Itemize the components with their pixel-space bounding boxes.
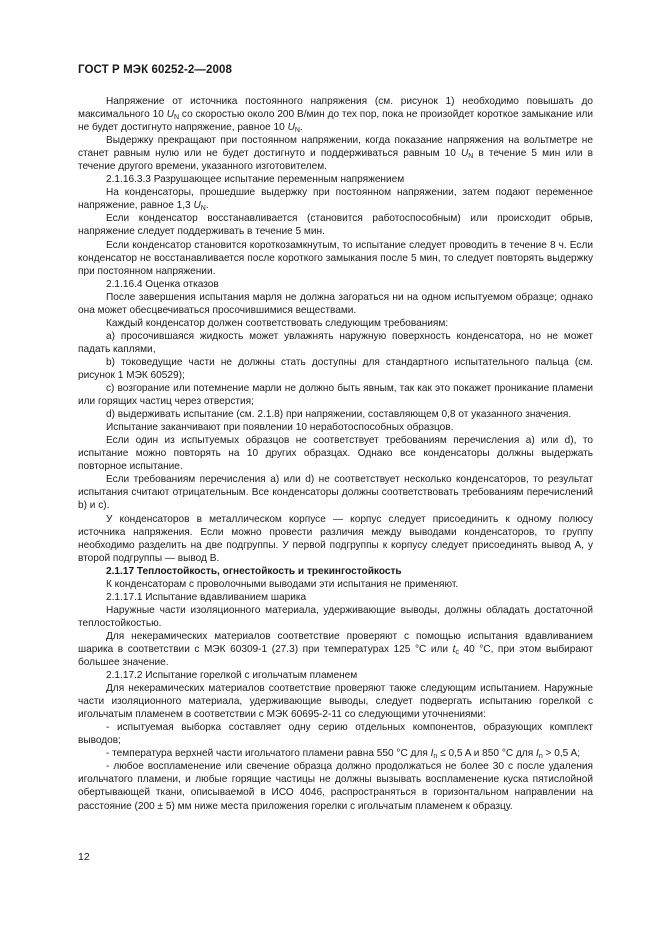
paragraph: Наружные части изоляционного материала, удерживающие выводы, должны обладать достаточной теплостойкостью. [78,604,593,629]
paragraph: К конденсаторам с проволочными выводами эти испытания не применяют. [106,578,459,590]
section-heading: 2.1.17.1 Испытание вдавливанием шарика [106,591,307,603]
paragraph: Для некерамических материалов соответствие проверяют с помощью испытания вдавливанием шарика в соответствии с МЭК 60309-1 (27.3) при температурах 125 °C или $t_c$ 40 °C, при этом выбирают большее значение. [78,630,593,669]
page-number: 12 [78,851,90,863]
document-body [78,95,593,813]
paragraph: Для некерамических материалов соответствие проверяют также следующим испытанием. Наружные части изоляционного материала, удерживающие выводы, следует подвергать испытанию горелкой с игольчатым пламенем в соответствии с МЭК 60695-2-11 со следующими уточнениями: [78,683,593,721]
section-heading: 2.1.17.2 Испытание горелкой с игольчатым пламенем [106,670,358,682]
paragraph: Если один из испытуемых образцов не соответствует требованиям перечисления a) или d), то испытание можно повторять на 10 других образцах. Однако все конденсаторы должны выдержать повторное испытание. [78,435,593,473]
paragraph: У конденсаторов в металлическом корпусе — корпус следует присоединить к одному полюсу источника напряжения. Если можно провести различия между выводами конденсаторов, то группу необходимо разделить на две подгруппы. У первой подгруппы к корпусу следует присоединять вывод A, у второй подгруппы — вывод B. [78,513,593,564]
list-item: - любое воспламенение или свечение образца должно продолжаться не более 30 с после удаления игольчатого пламени, и любые горящие частицы не должны вызывать воспламенение куска пятислойной обертывающей ткани, описываемой в ИСО 4046, распространяться в горизонтальном направлении на расстояние (200 ± 5) мм ниже места приложения горелки с игольчатым пламенем к образцу. [78,761,593,812]
paragraph: Если конденсатор становится короткозамкнутым, то испытание следует проводить в течение 8 ч. Если конденсатор не восстанавливается после короткого замыкания после 5 мин, то следует повторять выдержку при постоянном напряжении. [78,239,593,277]
paragraph: Если требованиям перечисления a) или d) не соответствует несколько конденсаторов, то результат испытания считают отрицательным. Все конденсаторы должны соответствовать требованиям перечислений b) и c). [78,474,593,512]
paragraph: На конденсаторы, прошедшие выдержку при постоянном напряжении, затем подают переменное напряжение, равное 1,3 $U_N$. [78,187,593,213]
paragraph: Напряжение от источника постоянного напряжения (см. рисунок 1) необходимо повышать до максимального 10 $U_N$ со скоростью около 200 В/мин до тех пор, пока не произойдет короткое замыкание или не будет достигнуто напряжение, равное 10 $U_N$. [78,96,593,135]
list-item: d) выдерживать испытание (см. 2.1.8) при напряжении, составляющем 0,8 от указанного значения. [106,409,572,421]
paragraph: После завершения испытания марля не должна загораться ни на одном испытуемом образце; однако она может обесцвечиваться просочившимися веществами. [78,291,593,316]
paragraph: Испытание заканчивают при появлении 10 неработоспособных образцов. [106,422,454,434]
section-heading: 2.1.16.4 Оценка отказов [106,278,219,290]
list-item: c) возгорание или потемнение марли не должно быть явным, так как это покажет проникание пламени или горящих частиц через отверстия; [78,383,593,408]
paragraph: Если конденсатор восстанавливается (становится работоспособным) или происходит обрыв, напряжение следует поддерживать в течение 5 мин. [78,213,593,238]
section-heading: 2.1.16.3.3 Разрушающее испытание переменным напряжением [106,174,405,186]
paragraph: Выдержку прекращают при постоянном напряжении, когда показание напряжения на вольтметре не станет равным нулю или не будет достигнуто и поддерживаться равным 10 $U_N$ в течение 5 мин или в течение другого времени, указанного изготовителем. [78,135,593,173]
list-item: - температура верхней части игольчатого пламени равна 550 °C для $I_n \le 0,5$ A и 850 °C для $I_n > 0,5$ A; [106,748,581,761]
section-heading-bold: 2.1.17 Теплостойкость, огнестойкость и трекингостойкость [106,565,402,577]
list-item: a) просочившаяся жидкость может увлажнять наружную поверхность конденсатора, но не может падать каплями, [78,330,593,355]
paragraph: Каждый конденсатор должен соответствовать следующим требованиям: [106,317,449,329]
list-item: b) токоведущие части не должны стать доступны для стандартного испытательного пальца (см. рисунок 1 МЭК 60529); [78,356,593,381]
list-item: - испытуемая выборка составляет одну серию отдельных компонентов, образующих комплект выводов; [78,722,593,747]
standard-header: ГОСТ Р МЭК 60252-2—2008 [78,64,232,76]
